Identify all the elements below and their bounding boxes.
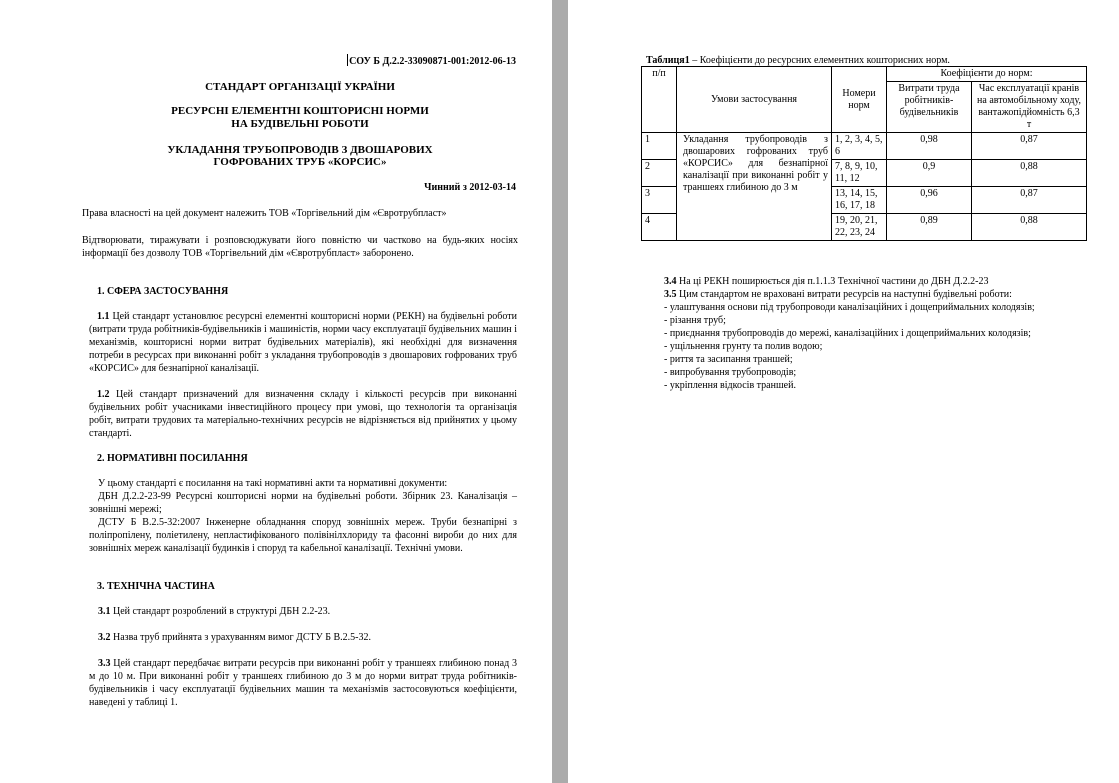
- section-2-heading: 2. НОРМАТИВНІ ПОСИЛАННЯ: [97, 453, 248, 464]
- list-item: - різання труб;: [664, 315, 726, 326]
- list-item: - риття та засипання траншей;: [664, 354, 793, 365]
- table-row: [642, 133, 1087, 160]
- clause-text: Цим стандартом не враховані витрати ресурсів на наступні будівельні роботи:: [676, 289, 1012, 300]
- clause-number: 3.1: [98, 606, 111, 617]
- row-labor: 0,96: [887, 187, 972, 214]
- reference-dstu: ДСТУ Б В.2.5-32:2007 Інженерне обладнання споруд зовнішніх мереж. Труби безнапірні з поліпропілену, поліетилену, непластифікованого полівінілхлориду та фасонні вироби до них для зовнішніх мереж каналізації будинків і споруд та кабельної каналізації. Технічні умови.: [89, 517, 517, 554]
- section-3-5-paragraph: [664, 288, 1084, 301]
- table-caption-text: – Коефіцієнти до ресурсних елементних кошторисних норм.: [689, 55, 950, 66]
- document-page-2: [568, 0, 1119, 783]
- section-2-intro: У цьому стандарті є посилання на такі нормативні акти та нормативні документи:: [98, 478, 448, 489]
- clause-text: На ці РЕКН поширюється дія п.1.1.3 Технічної частини до ДБН Д.2.2-23: [676, 276, 989, 287]
- header-labor: Витрати труда робітників-будівельників: [887, 82, 972, 133]
- clause-number: 3.3: [98, 658, 111, 669]
- section-3-1-paragraph: [98, 605, 518, 618]
- clause-text: Цей стандарт призначений для визначення складу і кількості ресурсів при виконанні будівельних робіт учасниками інвестиційного процесу при умові, що технологія та організація робіт, витрати трудових та матеріально-технічних ресурсів не відрізняється від прийнятих у цьому стандарті.: [89, 389, 517, 439]
- title-line-1: РЕСУРСНІ ЕЛЕМЕНТНІ КОШТОРИСНІ НОРМИ: [171, 105, 429, 117]
- table-header-row: [642, 67, 1087, 82]
- list-item: - укріплення відкосів траншей.: [664, 380, 796, 391]
- table-caption-label: Таблиця1: [646, 55, 690, 66]
- excluded-works-list: [664, 301, 1104, 392]
- conditions-cell: Укладання трубопроводів з двошарових гофрованих труб «КОРСИС» для безнапірної каналізації при виконанні робіт у траншеях глибиною до 3 м: [677, 133, 832, 241]
- section-3-heading: 3. ТЕХНІЧНА ЧАСТИНА: [97, 581, 215, 592]
- reference-dbn: ДБН Д.2.2-23-99 Ресурсні кошторисні норми на будівельні роботи. Збірник 23. Каналізація – зовнішні мережі;: [89, 491, 517, 515]
- header-crane: Час експлуатації кранів на автомобільному ходу, вантажопідйомність 6,3 т: [972, 82, 1087, 133]
- section-3-2-paragraph: [98, 631, 518, 644]
- row-labor: 0,9: [887, 160, 972, 187]
- list-item: - улаштування основи під трубопроводи каналізаційних і дощеприймальних колодязів;: [664, 302, 1035, 313]
- standard-code-header: [300, 54, 516, 68]
- row-norms: 19, 20, 21, 22, 23, 24: [832, 214, 887, 241]
- list-item: - приєднання трубопроводів до мережі, каналізаційних і дощеприймальних колодязів;: [664, 328, 1031, 339]
- row-norms: 7, 8, 9, 10, 11, 12: [832, 160, 887, 187]
- section-1-heading: 1. СФЕРА ЗАСТОСУВАННЯ: [97, 286, 229, 297]
- clause-text: Цей стандарт передбачає витрати ресурсів при виконанні робіт у траншеях глибиною понад 3 м до 10 м. При виконанні робіт у траншеях глибиною до 3 м до норми витрат труда робітників-будівельників і часу експлуатації будівельних машин та механізмів застосовуються коефіцієнти, наведені у таблиці 1.: [89, 658, 517, 708]
- list-item: - ущільнення грунту та полив водою;: [664, 341, 823, 352]
- subtitle-line-2: ГОФРОВАНИХ ТРУБ «КОРСИС»: [213, 156, 387, 168]
- header-num: п/п: [642, 67, 677, 133]
- coefficients-table: [641, 66, 1087, 241]
- clause-text: Назва труб прийнята з урахуванням вимог ДСТУ Б В.2.5-32.: [110, 632, 371, 643]
- clause-number: 3.4: [664, 276, 677, 287]
- section-3-3-paragraph: [89, 657, 517, 709]
- row-crane: 0,87: [972, 187, 1087, 214]
- clause-number: 1.2: [97, 389, 110, 400]
- row-norms: 1, 2, 3, 4, 5, 6: [832, 133, 887, 160]
- list-item: - випробування трубопроводів;: [664, 367, 797, 378]
- clause-number: 3.5: [664, 289, 677, 300]
- row-labor: 0,98: [887, 133, 972, 160]
- row-num: 1: [642, 133, 677, 160]
- section-1-2-paragraph: [89, 388, 517, 440]
- title-line-2: НА БУДІВЕЛЬНІ РОБОТИ: [231, 118, 369, 130]
- row-num: 3: [642, 187, 677, 214]
- copyright-notice: Відтворювати, тиражувати і розповсюджувати його повністю чи частково на будь-яких носіях інформації без дозволу ТОВ «Торгівельний дім «Євротрубпласт» заборонено.: [82, 235, 518, 259]
- section-1-1-paragraph: [89, 310, 517, 375]
- clause-text: Цей стандарт розроблений в структурі ДБН 2.2-23.: [110, 606, 331, 617]
- ownership-notice: Права власності на цей документ належить ТОВ «Торгівельний дім «Євротрубпласт»: [82, 208, 447, 219]
- row-norms: 13, 14, 15, 16, 17, 18: [832, 187, 887, 214]
- standard-code: СОУ Б Д.2.2-33090871-001:2012-06-13: [349, 56, 516, 67]
- clause-number: 1.1: [97, 311, 110, 322]
- header-norm-numbers: Номери норм: [832, 67, 887, 133]
- row-num: 2: [642, 160, 677, 187]
- document-page-1: [0, 0, 552, 783]
- header-coefficients: Коефіцієнти до норм:: [887, 67, 1087, 82]
- row-crane: 0,88: [972, 214, 1087, 241]
- effective-date: Чинний з 2012-03-14: [424, 182, 516, 193]
- row-num: 4: [642, 214, 677, 241]
- text-cursor: [347, 54, 348, 66]
- clause-text: Цей стандарт установлює ресурсні елементні кошторисні норми (РЕКН) на будівельні роботи (витрати труда робітників-будівельників і машиністів, норми часу експлуатації будівельних машин і механізмів, кошторисні норми витрат будівельних матеріалів), які необхідні для визначення потреби в ресурсах при виконанні робіт з укладання трубопроводів з двошарових гофрованих труб «КОРСИС» для безнапірної каналізації.: [89, 311, 517, 374]
- org-title: СТАНДАРТ ОРГАНІЗАЦІЇ УКРАЇНИ: [205, 81, 395, 93]
- clause-number: 3.2: [98, 632, 111, 643]
- header-conditions: Умови застосування: [677, 67, 832, 133]
- row-labor: 0,89: [887, 214, 972, 241]
- subtitle-line-1: УКЛАДАННЯ ТРУБОПРОВОДІВ З ДВОШАРОВИХ: [167, 144, 433, 156]
- row-crane: 0,88: [972, 160, 1087, 187]
- section-3-4-paragraph: [664, 275, 1084, 288]
- row-crane: 0,87: [972, 133, 1087, 160]
